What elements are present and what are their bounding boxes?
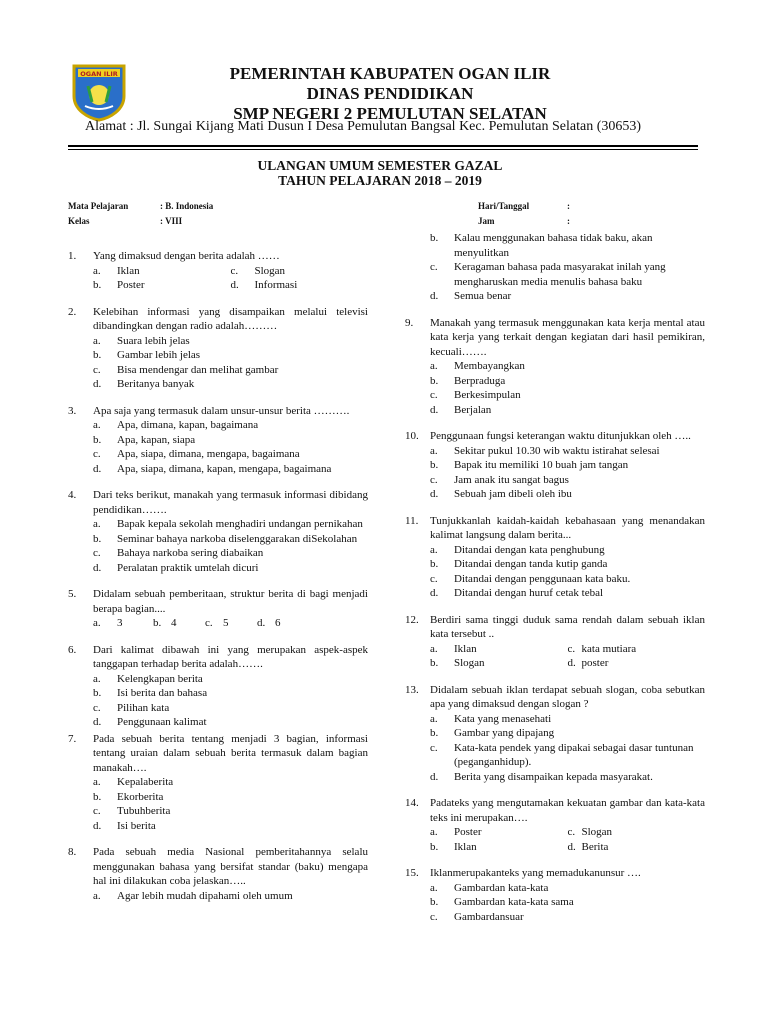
option[interactable] — [568, 656, 706, 671]
option-text: Berjalan — [454, 403, 492, 416]
option[interactable] — [93, 447, 368, 462]
option[interactable] — [93, 377, 368, 392]
option[interactable] — [430, 840, 568, 855]
option-letter: c. — [567, 826, 576, 838]
option-letter: c. — [93, 448, 101, 460]
option[interactable] — [205, 616, 257, 631]
question-6 — [68, 643, 368, 730]
option-letter: d. — [430, 587, 439, 599]
option-text: Beritanya banyak — [117, 378, 195, 390]
option-text: Gambardan kata-kata sama — [454, 896, 574, 908]
option-letter: c. — [430, 473, 438, 486]
option[interactable] — [93, 790, 368, 805]
option[interactable] — [568, 840, 706, 855]
option-letter: b. — [93, 687, 102, 699]
option-letter: a. — [93, 617, 101, 629]
option-letter: d. — [93, 819, 102, 832]
option-letter: b. — [430, 657, 439, 669]
option-text: Gambardan kata-kata — [454, 881, 549, 894]
option[interactable] — [430, 444, 705, 459]
header-divider-thin — [68, 149, 698, 150]
option-text: Tubuhberita — [117, 805, 171, 817]
option-letter: c. — [93, 547, 101, 559]
option[interactable] — [257, 616, 317, 631]
question-text: Dari kalimat dibawah ini yang merupakan aspek-aspek tanggapan terhadap berita adalah……. — [93, 643, 368, 670]
exam-title: ULANGAN UMUM SEMESTER GAZAL — [257, 158, 503, 173]
question-text: Kelebihan informasi yang disampaikan melalui televisi dibandingkan dengan radio adalah……… — [93, 305, 368, 332]
option[interactable] — [430, 642, 568, 657]
option-text: Gambar lebih jelas — [117, 349, 201, 361]
questions-left-column — [68, 249, 368, 915]
question-text: Didalam sebuah iklan terdapat sebuah slogan, coba sebutkan apa yang dimaksud dengan slogan ? — [430, 683, 705, 710]
question-number: 5. — [68, 588, 77, 600]
option-text: Ditandai dengan kata penghubung — [454, 543, 605, 556]
option[interactable] — [93, 819, 368, 834]
option-letter: a. — [93, 419, 101, 431]
option-letter: d. — [567, 657, 576, 669]
option[interactable] — [430, 712, 705, 727]
option-letter: c. — [430, 261, 438, 273]
option-text: Apa, dimana, kapan, bagaimana — [117, 419, 259, 431]
ogan-ilir-logo — [70, 62, 128, 122]
time-value: : — [567, 216, 570, 226]
option[interactable] — [430, 825, 568, 840]
option-letter: c. — [430, 741, 438, 754]
option-letter: a. — [93, 264, 101, 277]
option[interactable] — [93, 278, 231, 293]
option-text: Ditandai dengan penggunaan kata baku. — [454, 572, 631, 585]
option[interactable] — [430, 374, 705, 389]
question-14 — [405, 796, 705, 854]
option[interactable] — [93, 686, 368, 701]
option[interactable] — [568, 825, 706, 840]
question-1 — [68, 249, 368, 293]
option[interactable] — [430, 726, 705, 741]
option-letter: a. — [430, 642, 438, 655]
option[interactable] — [430, 741, 705, 770]
subject-value: : B. Indonesia — [160, 201, 214, 211]
option-letter: b. — [430, 840, 439, 853]
question-text: Didalam sebuah pemberitaan, struktur berita di bagi menjadi berapa bagian.... — [93, 588, 368, 615]
option[interactable] — [430, 473, 705, 488]
option-letter: b. — [93, 433, 102, 446]
option[interactable] — [93, 334, 368, 349]
question-text: Yang dimaksud dengan berita adalah …… — [93, 250, 280, 262]
option-text: poster — [581, 657, 609, 669]
option[interactable] — [430, 388, 705, 403]
question-text: Iklanmerupakanteks yang memadukanunsur …. — [430, 867, 641, 879]
option-text: Peralatan praktik umtelah dicuri — [117, 561, 259, 574]
option[interactable] — [430, 881, 705, 896]
question-text: Apa saja yang termasuk dalam unsur-unsur berita ………. — [93, 404, 350, 417]
option-letter: c. — [430, 389, 438, 401]
option[interactable] — [430, 260, 705, 289]
option-text: Kalau menggunakan bahasa tidak baku, akan menyulitkan — [454, 232, 653, 259]
option-text: Bapak kepala sekolah menghadiri undangan pernikahan — [117, 518, 363, 530]
option-text: Membayangkan — [454, 360, 525, 372]
option[interactable] — [93, 348, 368, 363]
option-letter: d. — [93, 561, 102, 574]
question-text: Pada sebuah media Nasional pemberitahannya selalu menggunakan bahasa yang bersifat standar (baku) mengapa hal ini dilakukan coba jelaskan….. — [93, 846, 368, 887]
option-text: Ditandai dengan tanda kutip ganda — [454, 558, 608, 570]
logo-text: OGAN ILIR — [80, 70, 118, 78]
question-number: 7. — [68, 732, 77, 745]
option[interactable] — [93, 715, 368, 730]
option[interactable] — [430, 359, 705, 374]
option-text: Semua benar — [454, 290, 512, 302]
question-number: 15. — [405, 867, 419, 879]
option-text: Isi berita dan bahasa — [117, 687, 208, 699]
question-number: 14. — [405, 797, 419, 809]
question-3 — [68, 404, 368, 477]
question-13 — [405, 683, 705, 785]
option[interactable] — [430, 487, 705, 502]
option-letter: c. — [430, 910, 438, 923]
option-letter: b. — [430, 727, 439, 739]
option-text: Suara lebih jelas — [117, 334, 190, 347]
option[interactable] — [430, 895, 705, 910]
option-text: Sebuah jam dibeli oleh ibu — [454, 488, 572, 500]
question-number: 12. — [405, 613, 419, 626]
option-text: Bapak itu memiliki 10 buah jam tangan — [454, 459, 629, 471]
option[interactable] — [430, 910, 705, 925]
option[interactable] — [93, 418, 368, 433]
option[interactable] — [430, 656, 568, 671]
question-number: 10. — [405, 430, 419, 442]
question-11 — [405, 514, 705, 601]
question-number: 11. — [405, 514, 419, 527]
option-letter: b. — [93, 279, 102, 291]
option-text: Poster — [117, 279, 145, 291]
option-letter: c. — [93, 701, 101, 714]
option-text: 4 — [171, 617, 177, 629]
option-text: 5 — [223, 617, 229, 629]
option[interactable] — [93, 804, 368, 819]
option[interactable] — [93, 561, 368, 576]
option[interactable] — [93, 433, 368, 448]
question-number: 13. — [405, 683, 419, 696]
option-letter: d. — [567, 840, 576, 853]
exam-year: TAHUN PELAJARAN 2018 – 2019 — [278, 173, 482, 188]
option-letter: c. — [93, 805, 101, 817]
option-letter: d. — [430, 770, 439, 783]
option-letter: a. — [93, 518, 101, 530]
option-text: Slogan — [581, 826, 613, 838]
option-letter: d. — [93, 716, 102, 728]
option-letter: a. — [430, 826, 438, 838]
option-letter: a. — [93, 776, 101, 788]
option-text: Seminar bahaya narkoba diselenggarakan diSekolahan — [117, 532, 358, 545]
option-text: Slogan — [454, 657, 485, 669]
option[interactable] — [231, 278, 369, 293]
option-letter: b. — [430, 558, 439, 570]
option-text: Apa, siapa, dimana, mengapa, bagaimana — [117, 448, 300, 460]
option[interactable] — [93, 672, 368, 687]
option-text: Bisa mendengar dan melihat gambar — [117, 363, 279, 376]
option-text: Jam anak itu sangat bagus — [454, 473, 569, 486]
question-4 — [68, 488, 368, 575]
option[interactable] — [430, 289, 705, 304]
option-text: Apa, siapa, dimana, kapan, mengapa, bagaimana — [117, 462, 332, 475]
question-9 — [405, 316, 705, 418]
question-text: Berdiri sama tinggi duduk sama rendah dalam sebuah iklan kata tersebut .. — [430, 613, 705, 640]
option-text: 6 — [275, 617, 281, 629]
option-letter: b. — [93, 790, 102, 803]
option-text: Poster — [454, 826, 482, 838]
option-text: Informasi — [254, 279, 298, 291]
option-text: Berkesimpulan — [454, 389, 521, 401]
question-12 — [405, 613, 705, 671]
option-letter: d. — [257, 617, 266, 629]
question-number: 1. — [68, 250, 77, 262]
question-15 — [405, 866, 705, 924]
option-text: Slogan — [254, 264, 286, 277]
question-8 — [68, 845, 368, 903]
option[interactable] — [93, 546, 368, 561]
option[interactable] — [430, 458, 705, 473]
question-text: Tunjukkanlah kaidah-kaidah kebahasaan yang menandakan kalimat langsung dalam berita... — [430, 514, 705, 541]
option-letter: a. — [430, 444, 438, 457]
option[interactable] — [430, 403, 705, 418]
header-school: SMP NEGERI 2 PEMULUTAN SELATAN — [233, 104, 547, 123]
option-text: Iklan — [454, 840, 477, 853]
question-number: 4. — [68, 489, 77, 501]
option-letter: b. — [430, 232, 439, 244]
option-letter: a. — [430, 712, 438, 725]
option-text: 3 — [117, 617, 123, 629]
option-text: Berita yang disampaikan kepada masyarakat. — [454, 770, 653, 783]
option[interactable] — [93, 701, 368, 716]
option[interactable] — [430, 543, 705, 558]
option[interactable] — [93, 616, 153, 631]
option-text: Kata-kata pendek yang dipakai sebagai dasar tuntunan (peganganhidup). — [454, 741, 694, 768]
option-letter: b. — [430, 459, 439, 471]
option-letter: a. — [430, 360, 438, 372]
header-divider-thick — [68, 145, 698, 147]
option[interactable] — [93, 264, 231, 279]
option[interactable] — [430, 770, 705, 785]
option[interactable] — [93, 889, 368, 904]
option-text: Iklan — [454, 642, 477, 655]
option-text: Ditandai dengan huruf cetak tebal — [454, 587, 604, 599]
option-text: Kepalaberita — [117, 776, 174, 788]
option-text: Apa, kapan, siapa — [117, 433, 196, 446]
option-text: Sekitar pukul 10.30 wib waktu istirahat selesai — [454, 444, 660, 457]
option[interactable] — [93, 363, 368, 378]
option[interactable] — [430, 557, 705, 572]
option[interactable] — [93, 462, 368, 477]
question-7 — [68, 732, 368, 834]
option-text: kata mutiara — [581, 642, 637, 655]
question-number: 8. — [68, 846, 77, 858]
option-text: Penggunaan kalimat — [117, 716, 207, 728]
option-letter: c. — [430, 572, 438, 585]
option[interactable] — [93, 532, 368, 547]
option[interactable] — [93, 517, 368, 532]
option[interactable] — [430, 586, 705, 601]
question-number: 2. — [68, 305, 77, 318]
question-text: Dari teks berikut, manakah yang termasuk informasi dibidang pendidikan……. — [93, 489, 368, 516]
option-letter: d. — [430, 403, 439, 416]
option[interactable] — [231, 264, 369, 279]
class-value: : VIII — [160, 216, 183, 226]
question-5 — [68, 587, 368, 631]
option-text: Isi berita — [117, 819, 156, 832]
questions-right-column — [405, 231, 705, 936]
option-letter: b. — [93, 532, 102, 545]
day-value: : — [567, 201, 570, 211]
option-letter: b. — [430, 374, 439, 387]
option[interactable] — [568, 642, 706, 657]
option-letter: b. — [153, 617, 162, 629]
subject-label: Mata Pelajaran — [68, 201, 129, 211]
option-text: Keragaman bahasa pada masyarakat inilah yang mengharuskan media menulis bahasa baku — [454, 261, 666, 288]
question-text: Penggunaan fungsi keterangan waktu ditunjukkan oleh ….. — [430, 430, 691, 442]
option-letter: d. — [93, 462, 102, 475]
option-letter: c. — [567, 642, 576, 655]
question-number: 3. — [68, 404, 77, 417]
question-number: 6. — [68, 643, 77, 656]
option-letter: d. — [230, 279, 239, 291]
option-text: Berpraduga — [454, 374, 506, 387]
question-8-continued — [405, 231, 705, 304]
option-letter: c. — [93, 363, 101, 376]
option-letter: a. — [93, 889, 101, 902]
option[interactable] — [93, 775, 368, 790]
question-text: Padateks yang mengutamakan kekuatan gambar dan kata-kata teks ini merupakan…. — [430, 797, 705, 824]
class-label: Kelas — [68, 216, 90, 226]
option-letter: a. — [93, 334, 101, 347]
option-letter: c. — [205, 617, 213, 629]
option-text: Agar lebih mudah dipahami oleh umum — [117, 889, 293, 902]
day-label: Hari/Tanggal — [478, 201, 530, 211]
question-text: Manakah yang termasuk menggunakan kata kerja mental atau kata kerja yang terkait dengan kegiatan dari hasil pemikiran, kecuali……. — [430, 316, 705, 358]
question-text: Pada sebuah berita tentang menjadi 3 bagian, informasi tentang uraian dalam sebuah berita termasuk dalam bagian manakah…. — [93, 732, 368, 774]
option-text: Ekorberita — [117, 790, 164, 803]
option-text: Kelengkapan berita — [117, 672, 203, 685]
header-department: DINAS PENDIDIKAN — [306, 84, 474, 103]
option-letter: a. — [430, 543, 438, 556]
option-letter: d. — [430, 488, 439, 500]
option-text: Pilihan kata — [117, 701, 170, 714]
option-text: Bahaya narkoba sering diabaikan — [117, 547, 264, 559]
option-letter: a. — [430, 881, 438, 894]
option-letter: a. — [93, 672, 101, 685]
option[interactable] — [153, 616, 205, 631]
time-label: Jam — [478, 216, 495, 226]
header-address: Alamat : Jl. Sungai Kijang Mati Dusun I Desa Pemulutan Bangsal Kec. Pemulutan Selatan (30653) — [85, 119, 642, 134]
option[interactable] — [430, 572, 705, 587]
option-text: Gambardansuar — [454, 910, 524, 923]
option-text: Gambar yang dipajang — [454, 727, 555, 739]
option-text: Iklan — [117, 264, 140, 277]
option-letter: b. — [93, 349, 102, 361]
option-letter: d. — [93, 378, 102, 390]
option[interactable] — [430, 231, 705, 260]
question-number: 9. — [405, 316, 414, 329]
question-10 — [405, 429, 705, 502]
option-letter: d. — [430, 290, 439, 302]
option-letter: b. — [430, 896, 439, 908]
header-government: PEMERINTAH KABUPATEN OGAN ILIR — [229, 64, 551, 83]
question-2 — [68, 305, 368, 392]
option-letter: c. — [230, 264, 239, 277]
option-text: Kata yang menasehati — [454, 712, 552, 725]
option-text: Berita — [581, 840, 609, 853]
